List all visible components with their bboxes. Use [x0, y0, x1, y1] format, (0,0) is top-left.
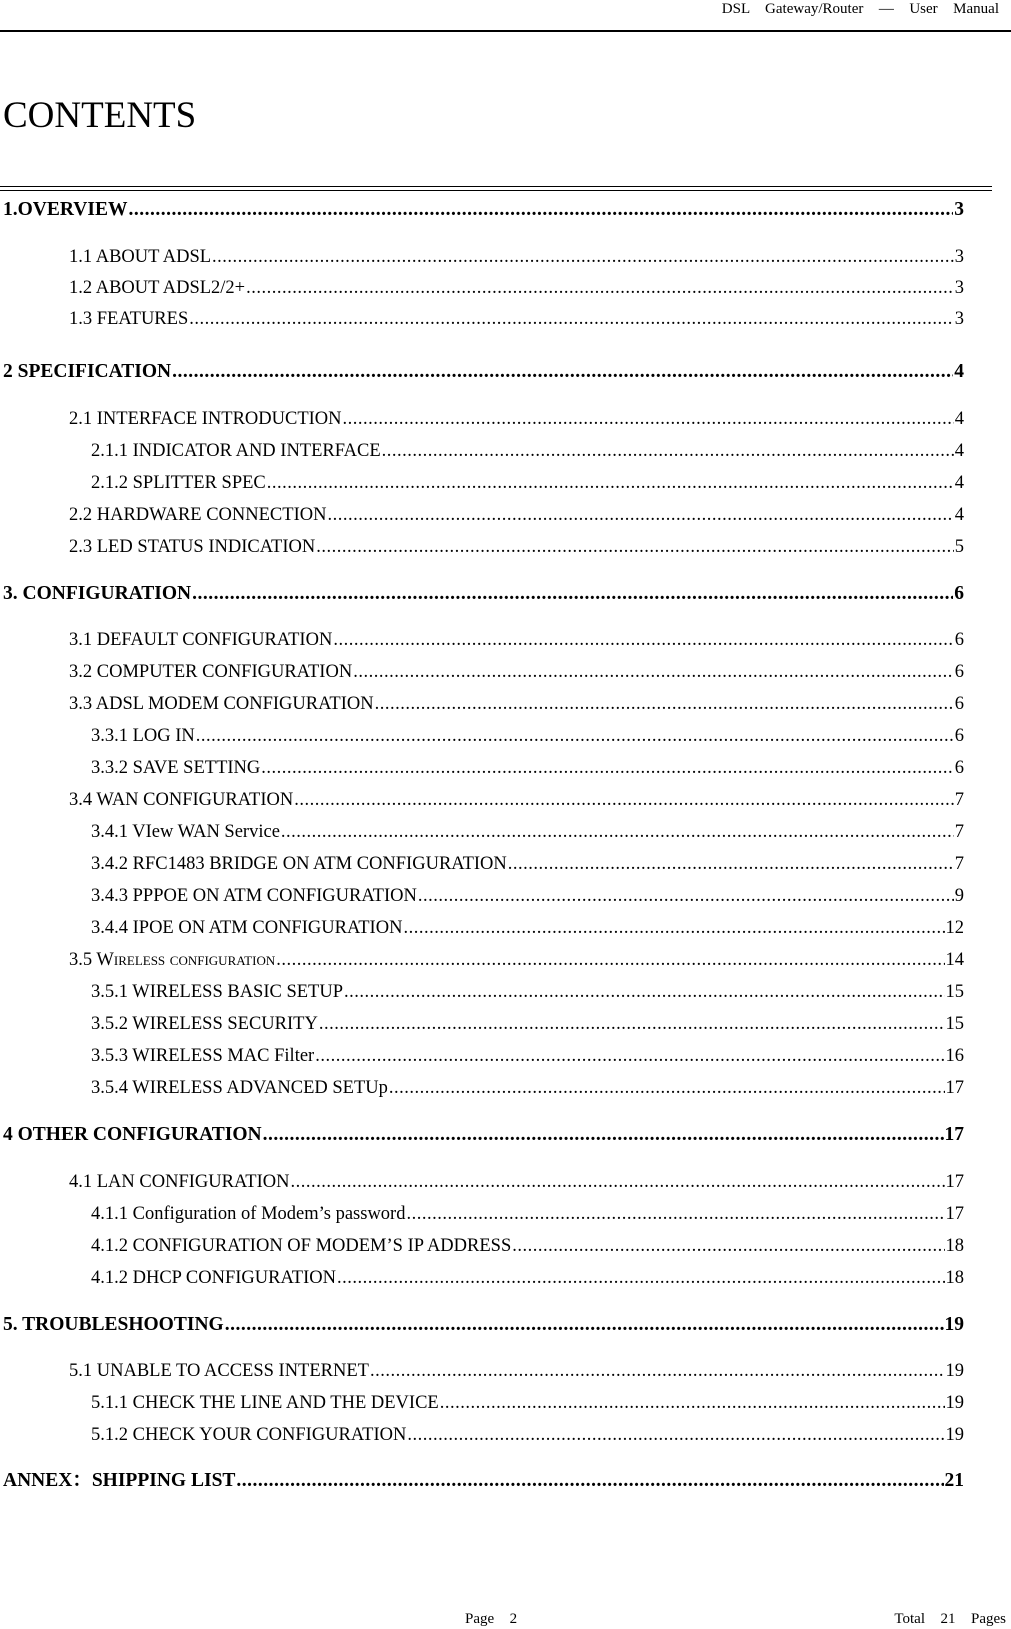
toc-entry-default-configuration[interactable]: 3.1 DEFAULT CONFIGURATION ..... 6 — [69, 626, 964, 654]
toc-entry-log-in[interactable]: 3.3.1 LOG IN ..... 6 — [91, 722, 964, 750]
toc-entry-view-wan-service[interactable]: 3.4.1 VIew WAN Service ..... 7 — [91, 818, 964, 846]
toc-entry-save-setting[interactable]: 3.3.2 SAVE SETTING ..... 6 — [91, 754, 964, 782]
toc-entry-wireless-configuration[interactable]: 3.5 Wireless configuration ..... 14 — [69, 946, 964, 974]
toc-entry-adsl-modem-configuration[interactable]: 3.3 ADSL MODEM CONFIGURATION ..... 6 — [69, 690, 964, 718]
footer-total-pages: Total 21 Pages — [894, 1611, 1006, 1627]
toc-entry-led-status-indication[interactable]: 2.3 LED STATUS INDICATION ..... 5 — [69, 533, 964, 561]
toc-entry-dhcp-configuration[interactable]: 4.1.2 DHCP CONFIGURATION ..... 18 — [91, 1264, 964, 1292]
toc-entry-check-your-configuration[interactable]: 5.1.2 CHECK YOUR CONFIGURATION ..... 19 — [91, 1421, 964, 1449]
title-rule — [0, 186, 992, 191]
toc-entry-splitter-spec[interactable]: 2.1.2 SPLITTER SPEC ..... 4 — [91, 469, 964, 497]
toc-entry-features[interactable]: 1.3 FEATURES ..... 3 — [69, 305, 964, 333]
toc-entry-wireless-basic-setup[interactable]: 3.5.1 WIRELESS BASIC SETUP ..... 15 — [91, 978, 964, 1006]
toc-entry-computer-configuration[interactable]: 3.2 COMPUTER CONFIGURATION ..... 6 — [69, 658, 964, 686]
toc-entry-wan-configuration[interactable]: 3.4 WAN CONFIGURATION ..... 7 — [69, 786, 964, 814]
toc-entry-check-line-and-device[interactable]: 5.1.1 CHECK THE LINE AND THE DEVICE ..... 19 — [91, 1389, 964, 1417]
running-header: DSL Gateway/Router — User Manual — [721, 1, 999, 17]
toc-entry-about-adsl2[interactable]: 1.2 ABOUT ADSL2/2+ ..... 3 — [69, 274, 964, 302]
toc-entry-ipoe-on-atm[interactable]: 3.4.4 IPOE ON ATM CONFIGURATION ..... 12 — [91, 914, 964, 942]
toc-entry-other-configuration[interactable]: 4 OTHER CONFIGURATION ..... 17 — [3, 1121, 964, 1149]
toc-entry-wireless-advanced-setup[interactable]: 3.5.4 WIRELESS ADVANCED SETUp ..... 17 — [91, 1074, 964, 1102]
footer-page-number: Page 2 — [465, 1611, 518, 1627]
toc-entry-modem-ip-address[interactable]: 4.1.2 CONFIGURATION OF MODEM’S IP ADDRESS ..... 18 — [91, 1232, 964, 1260]
page-title: CONTENTS — [3, 95, 197, 136]
toc-entry-annex-shipping-list[interactable]: ANNEX：SHIPPING LIST ..... 21 — [3, 1467, 964, 1495]
toc-entry-modem-password[interactable]: 4.1.1 Configuration of Modem’s password ..... 17 — [91, 1200, 964, 1228]
toc-entry-hardware-connection[interactable]: 2.2 HARDWARE CONNECTION ..... 4 — [69, 501, 964, 529]
toc-entry-overview[interactable]: 1.OVERVIEW ..... 3 — [3, 196, 964, 224]
toc-entry-lan-configuration[interactable]: 4.1 LAN CONFIGURATION ..... 17 — [69, 1168, 964, 1196]
toc-entry-indicator-and-interface[interactable]: 2.1.1 INDICATOR AND INTERFACE ..... 4 — [91, 437, 964, 465]
header-rule — [0, 30, 1011, 32]
toc-entry-wireless-security[interactable]: 3.5.2 WIRELESS SECURITY ..... 15 — [91, 1010, 964, 1038]
toc-entry-pppoe-on-atm[interactable]: 3.4.3 PPPOE ON ATM CONFIGURATION ..... 9 — [91, 882, 964, 910]
toc-entry-troubleshooting[interactable]: 5. TROUBLESHOOTING ..... 19 — [3, 1311, 964, 1339]
toc-entry-configuration[interactable]: 3. CONFIGURATION ..... 6 — [3, 580, 964, 608]
toc-entry-specification[interactable]: 2 SPECIFICATION ..... 4 — [3, 358, 964, 386]
toc-entry-unable-to-access-internet[interactable]: 5.1 UNABLE TO ACCESS INTERNET ..... 19 — [69, 1357, 964, 1385]
toc-entry-wireless-mac-filter[interactable]: 3.5.3 WIRELESS MAC Filter ..... 16 — [91, 1042, 964, 1070]
toc-entry-rfc1483-bridge[interactable]: 3.4.2 RFC1483 BRIDGE ON ATM CONFIGURATION ..... 7 — [91, 850, 964, 878]
toc-entry-interface-introduction[interactable]: 2.1 INTERFACE INTRODUCTION ..... 4 — [69, 405, 964, 433]
toc-entry-about-adsl[interactable]: 1.1 ABOUT ADSL ..... 3 — [69, 243, 964, 271]
